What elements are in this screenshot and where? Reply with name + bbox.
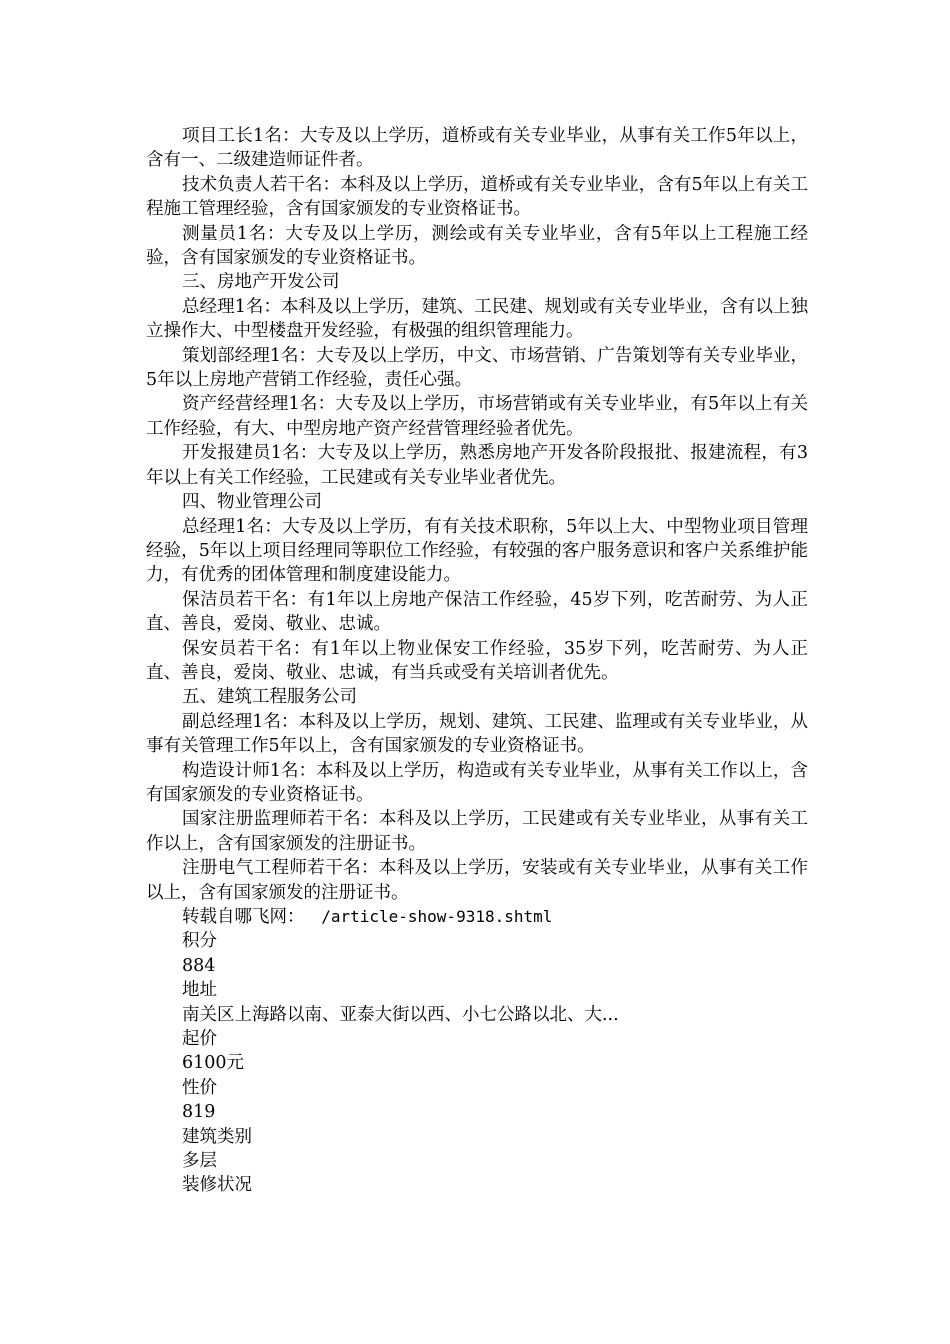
paragraph-general-manager-real-estate: 总经理1名：本科及以上学历，建筑、工民建、规划或有关专业毕业，含有以上独立操作大、中型楼盘开发经验，有极强的组织管理能力。 [146,296,808,342]
field-label-decoration-status: 装修状况 [182,1175,252,1196]
paragraph-supervising-engineer: 国家注册监理师若干名：本科及以上学历，工民建或有关专业毕业，从事有关工作以上，含有国家颁发的注册证书。 [146,809,808,854]
field-label-address: 地址 [182,980,217,1001]
paragraph-planning-manager: 策划部经理1名：大专及以上学历，中文、市场营销、广告策划等有关专业毕业，5年以上房地产营销工作经验，责任心强。 [146,345,808,391]
field-value-starting-price: 6100元 [182,1053,245,1074]
section-heading-construction-services: 五、建筑工程服务公司 [182,687,357,708]
paragraph-asset-manager: 资产经营经理1名：大专及以上学历，市场营销或有关专业毕业，有5年以上有关工作经验，有大、中型房地产资产经营管理经验者优先。 [146,394,808,439]
source-label: 转载自哪飞网： [182,907,305,927]
paragraph-deputy-general-manager: 副总经理1名：本科及以上学历，规划、建筑、工民建、监理或有关专业毕业，从事有关管理工作5年以上，含有国家颁发的专业资格证书。 [146,711,808,757]
source-url: /article-show-9318.shtml [321,907,553,926]
paragraph-technical-lead: 技术负责人若干名：本科及以上学历，道桥或有关专业毕业，含有5年以上有关工程施工管理经验，含有国家颁发的专业资格证书。 [146,174,808,220]
field-label-points: 积分 [182,931,217,952]
paragraph-electrical-engineer: 注册电气工程师若干名：本科及以上学历，安装或有关专业毕业，从事有关工作以上，含有国家颁发的注册证书。 [146,858,808,903]
field-value-address: 南关区上海路以南、亚泰大街以西、小七公路以北、大... [182,1004,619,1025]
field-label-starting-price: 起价 [182,1029,217,1050]
section-heading-property-management: 四、物业管理公司 [182,492,322,513]
paragraph-development-filer: 开发报建员1名：大专及以上学历，熟悉房地产开发各阶段报批、报建流程，有3年以上有关工作经验，工民建或有关专业毕业者优先。 [146,443,808,488]
document-page [146,124,808,1198]
field-value-value-ratio: 819 [182,1102,216,1123]
section-heading-real-estate: 三、房地产开发公司 [182,272,340,293]
field-label-building-type: 建筑类别 [182,1126,252,1147]
paragraph-surveyor: 测量员1名：大专及以上学历，测绘或有关专业毕业，含有5年以上工程施工经验，含有国家颁发的专业资格证书。 [146,223,808,269]
field-value-points: 884 [182,955,216,976]
paragraph-structural-designer: 构造设计师1名：本科及以上学历，构造或有关专业毕业，从事有关工作以上，含有国家颁发的专业资格证书。 [146,760,808,805]
field-label-value-ratio: 性价 [182,1077,217,1098]
paragraph-project-foreman: 项目工长1名：大专及以上学历，道桥或有关专业毕业，从事有关工作5年以上，含有一、二级建造师证件者。 [146,126,808,171]
source-line [146,905,808,929]
paragraph-cleaner: 保洁员若干名：有1年以上房地产保洁工作经验，45岁下列，吃苦耐劳、为人正直、善良，爱岗、敬业、忠诚。 [146,589,808,635]
paragraph-security-guard: 保安员若干名：有1年以上物业保安工作经验，35岁下列，吃苦耐劳、为人正直、善良，爱岗、敬业、忠诚，有当兵或受有关培训者优先。 [146,638,808,683]
field-value-building-type: 多层 [182,1151,217,1172]
paragraph-general-manager-property: 总经理1名：大专及以上学历，有有关技术职称，5年以上大、中型物业项目管理经验，5年以上项目经理同等职位工作经验，有较强的客户服务意识和客户关系维护能力，有优秀的团体管理和制度建设能力。 [146,516,808,586]
